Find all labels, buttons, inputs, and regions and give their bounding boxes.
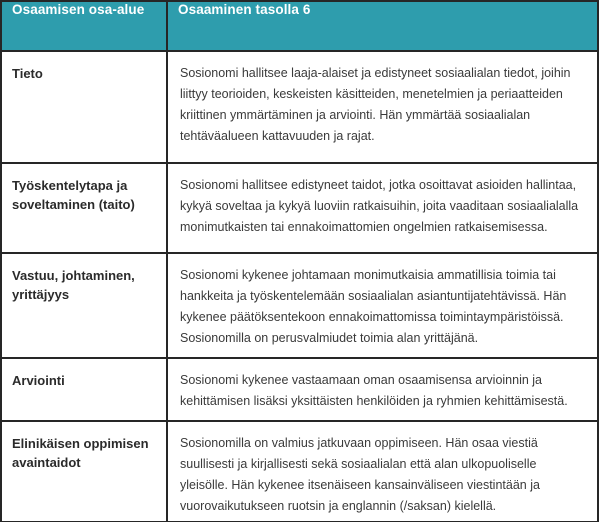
competence-description-cell: Sosionomi hallitsee edistyneet taidot, jotka osoittavat asioiden hallintaa, kykyä soveltaa ja kykyä luoviin ratkaisuihin, joita vaaditaan sosiaalialalla monimutkaisten tai ennakoimattomien ongelmien ratkaisemisessa.: [167, 163, 598, 253]
competence-description-cell: Sosionomilla on valmius jatkuvaan oppimiseen. Hän osaa viestiä suullisesti ja kirjallisesti sekä sosiaalialan että alan ulkopuoliselle yleisölle. Hän kykenee itsenäiseen kansainväliseen viestintään ja vuorovaikutukseen ruotsin ja englannin (/saksan) kielellä.: [167, 421, 598, 522]
competence-description-cell: Sosionomi hallitsee laaja-alaiset ja edistyneet sosiaalialan tiedot, joihin liittyy teorioiden, keskeisten käsitteiden, menetelmien ja periaatteiden kriittinen ymmärtäminen ja arviointi. Hän ymmärtää sosiaalialan tehtäväalueen kattavuuden ja rajat.: [167, 51, 598, 163]
competence-area-cell: Tieto: [1, 51, 167, 163]
competence-description-cell: Sosionomi kykenee johtamaan monimutkaisia ammatillisia toimia tai hankkeita ja työskentelemään sosiaalialan asiantuntijatehtävissä. Hän kykenee päätöksentekoon ennakoimattomissa toimintaympäristöissä. Sosionomilla on perusvalmiudet toimia alan yrittäjänä.: [167, 253, 598, 358]
header-cell-competence-level: Osaaminen tasolla 6: [167, 1, 598, 51]
table-row-tieto: [1, 51, 598, 163]
header-cell-competence-area: Osaamisen osa-alue: [1, 1, 167, 51]
table-header-row: [1, 1, 598, 51]
competence-area-cell: Arviointi: [1, 358, 167, 421]
competence-description-cell: Sosionomi kykenee vastaamaan oman osaamisensa arvioinnin ja kehittämisen lisäksi yksittäisten henkilöiden ja ryhmien kehittämisestä.: [167, 358, 598, 421]
table-row-arviointi: [1, 358, 598, 421]
competence-area-cell: Vastuu, johtaminen, yrittäjyys: [1, 253, 167, 358]
competence-area-cell: Työskentelytapa ja soveltaminen (taito): [1, 163, 167, 253]
competence-area-cell: Elinikäisen oppimisen avaintaidot: [1, 421, 167, 522]
table-row-tyoskentelytapa: [1, 163, 598, 253]
table-row-vastuu: [1, 253, 598, 358]
table-row-elinikainen-oppiminen: [1, 421, 598, 522]
